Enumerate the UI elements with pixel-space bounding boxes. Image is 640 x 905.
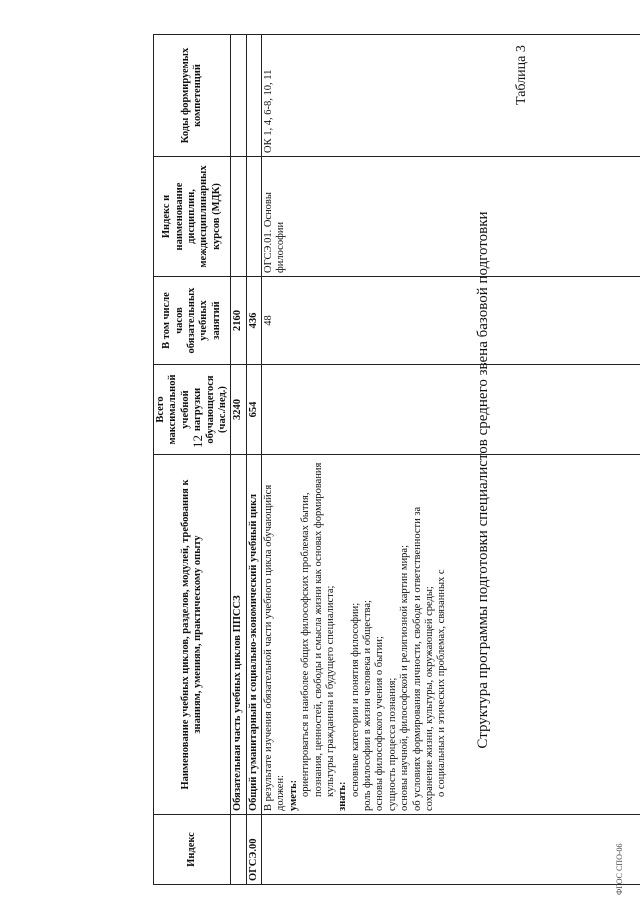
header-discipline: Индекс и наименование дисциплин, междисциплинарных курсов (МДК) xyxy=(154,157,231,277)
footer-code: ФГОС СПО-06 xyxy=(615,843,624,895)
knowledge-label: знать: xyxy=(337,781,349,811)
knowledge-item: о социальных и этических проблемах, связанных с xyxy=(436,569,448,797)
ogse01-discipline: ОГСЭ.01. Основы философии xyxy=(262,157,640,277)
table-header-row xyxy=(154,35,231,885)
header-name: Наименование учебных циклов, разделов, модулей, требования к знаниям, умениям, практическому опыту xyxy=(154,455,231,815)
mandatory-name: Обязательная часть учебных циклов ППССЗ xyxy=(231,455,246,815)
table-row xyxy=(262,35,640,885)
knowledge-item: основные категории и понятия философии; xyxy=(349,602,361,797)
mandatory-max-load: 3240 xyxy=(231,365,246,455)
knowledge-item: роль философии в жизни человека и общества; xyxy=(362,600,373,811)
ogse-index: ОГСЭ.00 xyxy=(246,815,261,885)
ogse-required-hours: 436 xyxy=(246,277,261,365)
header-required-hours: В том числе часов обязательных учебных занятий xyxy=(154,277,231,365)
requirements-intro: В результате изучения обязательной части учебного цикла обучающийся должен: xyxy=(263,484,287,811)
ogse01-requirements xyxy=(262,455,640,815)
ogse-max-load: 654 xyxy=(246,365,261,455)
structure-table xyxy=(153,34,640,885)
ogse-name: Общий гуманитарный и социально-экономический учебный цикл xyxy=(246,455,261,815)
table-title: Структура программы подготовки специалистов среднего звена базовой подготовки xyxy=(475,211,491,749)
knowledge-item: основы философского учения о бытии; xyxy=(374,636,386,811)
table-label: Таблица 3 xyxy=(514,45,529,105)
page-number: 12 xyxy=(190,435,205,448)
ogse01-required-hours: 48 xyxy=(262,277,640,365)
knowledge-item: основы научной, философской и религиозной картин мира; xyxy=(399,544,411,811)
header-index: Индекс xyxy=(154,815,231,885)
skills-text: ориентироваться в наиболее общих философских проблемах бытия, познания, ценностей, свободы и смысла жизни как основах формирования культуры гражданина и будущего специалиста; xyxy=(300,462,336,797)
knowledge-item: сущность процесса познания; xyxy=(386,677,398,811)
ogse01-competencies: ОК 1, 4, 6-8, 10, 11 xyxy=(262,35,640,157)
header-max-load: Всего максимальной учебной нагрузки обучающегося (час./нед.) xyxy=(154,365,231,455)
table-row xyxy=(246,35,261,885)
knowledge-item: об условиях формирования личности, свободе и ответственности за сохранение жизни, культуры, окружающей среды; xyxy=(411,506,435,811)
mandatory-required-hours: 2160 xyxy=(231,277,246,365)
table-row xyxy=(231,35,246,885)
skills-label: уметь: xyxy=(287,779,299,811)
header-competencies: Коды формируемых компетенций xyxy=(154,35,231,157)
